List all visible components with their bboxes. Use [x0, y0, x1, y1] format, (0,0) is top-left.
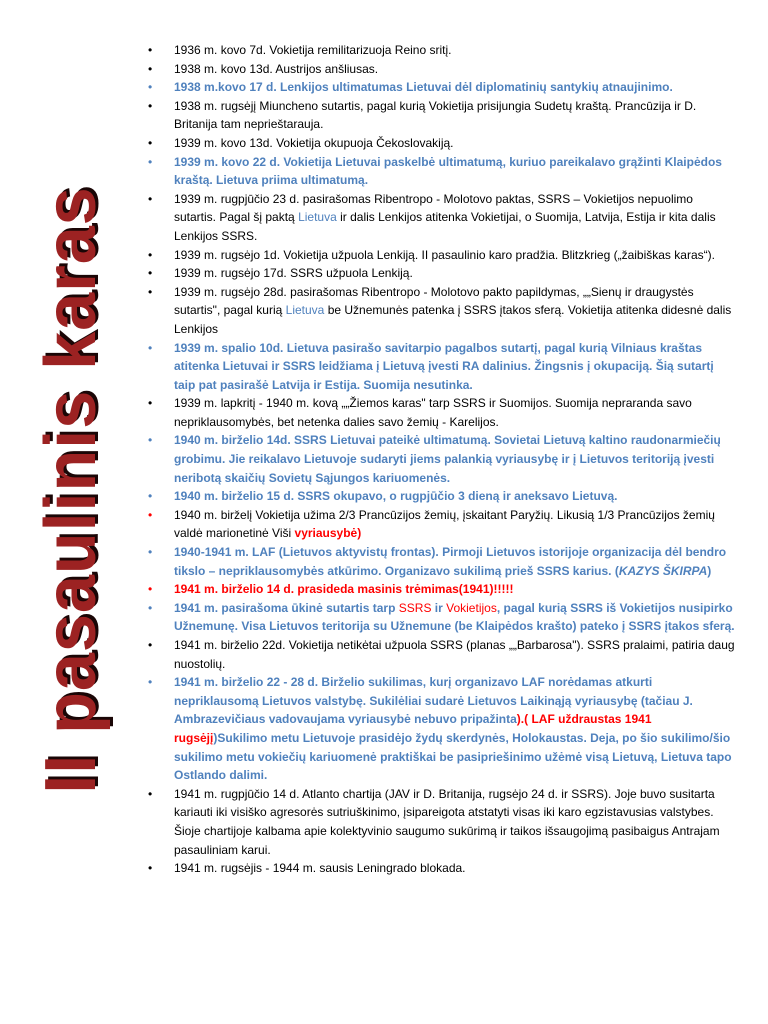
- list-item: [147, 599, 737, 636]
- list-item: [147, 153, 737, 190]
- item-text-part: , pagal kurią SSRS iš Vokietijos nusipirko Užnemunę. Visa Lietuvos teritorija su Užnemune (be Klaipėdos krašto) pateko į SSRS įtakos sferą.: [174, 600, 735, 634]
- bullet-icon: •: [148, 489, 153, 504]
- item-text-part: 1940 m. birželį Vokietija užima 2/3 Prancūzijos žemių, įskaitant Paryžių. Likusią 1/3 Prancūzijos žemių valdė marionetinė Viši: [174, 507, 715, 541]
- red-highlight: SSRS: [398, 600, 432, 615]
- bullet-icon: •: [148, 675, 153, 690]
- list-item: [147, 60, 737, 79]
- list-item: [147, 636, 737, 673]
- item-text-part: be Užnemunės patenka į SSRS įtakos sferą. Vokietija atitenka didesnė dalis Lenkijos: [174, 303, 732, 336]
- list-item: [147, 859, 737, 878]
- bullet-icon: •: [148, 433, 153, 448]
- list-item: [147, 78, 737, 97]
- item-text-part: )Sukilimo metu Lietuvoje prasidėjo žydų skerdynės, Holokaustas. Deja, po šio sukilimo/šio sukilimo metu vokiečių kariuomenė praktiškai be pasipriešinimo užėmė visą Lietuvą, Lietuva tapo Ostlando dalimi.: [174, 730, 732, 783]
- side-title-text: II pasaulinis karas: [31, 186, 111, 794]
- item-text: 1939 m. rugsėjo 1d. Vokietija užpuola Lenkiją. II pasaulinio karo pradžia. Blitzkrieg („žaibiškas karas“).: [174, 247, 715, 262]
- list-item: [147, 97, 737, 134]
- bullet-icon: •: [148, 61, 153, 76]
- item-text-part: 1941 m. birželio 22 - 28 d. Birželio sukilimas, kurį organizavo LAF norėdamas atkurti nepriklausomą Lietuvos valstybę. Sukilėliai sudarė Lietuvos Laikinąją vyriausybę (tačiau J. Ambrazevičiaus vadovaujama vyriausybė nebuvo pripažinta: [174, 675, 693, 727]
- item-text-part: 1939 m. rugpjūčio 23 d. pasirašomas Ribentropo - Molotovo paktas, SSRS – Vokietijos nepuolimo sutartis. Pagal šį paktą: [174, 191, 693, 225]
- item-text: 1939 m. lapkritį - 1940 m. kovą „„Žiemos karas" tarp SSRS ir Suomijos. Suomija nepraranda savo nepriklausomybės, bet netenka dalies savo žemių - Karelijos.: [174, 396, 692, 429]
- list-item: [147, 580, 737, 599]
- item-text: 1941 m. rugpjūčio 14 d. Atlanto chartija (JAV ir D. Britanija, rugsėjo 24 d. ir SSRS). Joje buvo susitarta kariauti iki visiško agresorės sutriuškinimo, įsipareigota atstatyti visas iki karo egzistavusias valstybes. Šioje chartijoje kalbama apie kolektyvinio saugumo sukūrimą ir taikos išsaugojimą pasibaigus Antrajam pasauliniam karui.: [174, 786, 720, 857]
- list-item: [147, 246, 737, 265]
- bullet-icon: •: [148, 600, 153, 615]
- bullet-icon: •: [148, 80, 153, 95]
- bullet-icon: •: [148, 43, 153, 57]
- timeline-list: [147, 41, 737, 878]
- bullet-icon: •: [148, 582, 153, 597]
- bullet-icon: •: [148, 786, 153, 801]
- item-text: 1938 m. rugsėjį Miuncheno sutartis, pagal kurią Vokietija prisijungia Sudetų kraštą. Prancūzija ir D. Britanija tam neprieštarauja.: [174, 98, 697, 132]
- bullet-icon: •: [148, 98, 153, 113]
- bullet-icon: •: [148, 135, 153, 150]
- item-text: 1938 m. kovo 13d. Austrijos anšliusas.: [174, 61, 379, 76]
- bullet-icon: •: [148, 545, 153, 560]
- item-text-part: ir dalis Lenkijos atitenka Vokietijai, o Suomija, Latvija, Estija ir kita dalis Lenkijos SSRS.: [174, 210, 716, 243]
- item-text: 1939 m. rugsėjo 17d. SSRS užpuola Lenkiją.: [174, 266, 413, 281]
- list-item: [147, 543, 737, 580]
- item-text: 1939 m. kovo 13d. Vokietija okupuoja Čekoslovakiją.: [174, 135, 454, 150]
- list-item: [147, 673, 737, 785]
- item-text: 1939 m. kovo 22 d. Vokietija Lietuvai paskelbė ultimatumą, kuriuo pareikalavo grąžinti Klaipėdos kraštą. Lietuva priima ultimatumą.: [174, 154, 722, 188]
- list-item: [147, 506, 737, 543]
- bullet-icon: •: [148, 396, 153, 411]
- list-item: [147, 283, 737, 339]
- list-item: [147, 190, 737, 246]
- list-item: [147, 785, 737, 859]
- item-text-part: ): [707, 563, 712, 578]
- item-text: 1941 m. birželio 22d. Vokietija netikėtai užpuola SSRS (planas „„Barbarosa"). SSRS pralaimi, patiria daug nuostolių.: [174, 638, 735, 671]
- item-text-part: ir: [431, 600, 447, 615]
- list-item: [147, 487, 737, 506]
- item-text: 1936 m. kovo 7d. Vokietija remilitarizuoja Reino sritį.: [174, 43, 452, 57]
- lietuva-highlight: Lietuva: [298, 210, 337, 225]
- item-text-part: 1941 m. pasirašoma ūkinė sutartis tarp: [174, 600, 399, 615]
- item-text-part: 1940-1941 m. LAF (Lietuvos aktyvistų frontas). Pirmoji Lietuvos istorijoje organizacija dėl bendro tikslo – nepriklausomybės atkūrimo. Organizavo sukilimą prieš SSRS karius. (: [174, 545, 727, 578]
- list-item: [147, 134, 737, 153]
- list-item: [147, 41, 737, 60]
- red-highlight: vyriausybė): [294, 526, 362, 541]
- side-title: [31, 186, 111, 794]
- bullet-icon: •: [148, 638, 153, 652]
- bullet-icon: •: [148, 266, 153, 281]
- item-text: 1940 m. birželio 15 d. SSRS okupavo, o rugpjūčio 3 dieną ir aneksavo Lietuvą.: [174, 489, 618, 504]
- red-highlight: ).( LAF uždraustas 1941 rugsėjį: [174, 712, 652, 745]
- list-item: [147, 431, 737, 487]
- bullet-icon: •: [148, 340, 153, 355]
- item-text: 1941 m. birželio 14 d. prasideda masinis trėmimas(1941)!!!!!: [174, 582, 514, 597]
- bullet-icon: •: [148, 191, 153, 206]
- list-item: [147, 339, 737, 395]
- bullet-icon: •: [148, 507, 153, 522]
- bullet-icon: •: [148, 247, 153, 262]
- item-text: 1938 m.kovo 17 d. Lenkijos ultimatumas Lietuvai dėl diplomatinių santykių atnaujinimo.: [174, 80, 673, 95]
- bullet-icon: •: [148, 154, 153, 169]
- bullet-icon: •: [148, 861, 153, 876]
- name-highlight: KAZYS ŠKIRPA: [618, 563, 708, 578]
- lietuva-highlight: Lietuva: [285, 303, 325, 318]
- item-text: 1941 m. rugsėjis - 1944 m. sausis Leningrado blokada.: [174, 861, 466, 876]
- bullet-icon: •: [148, 284, 153, 299]
- list-item: [147, 394, 737, 431]
- item-text-part: 1939 m. rugsėjo 28d. pasirašomas Ribentropo - Molotovo pakto papildymas, „„Sienų ir draugystės sutartis", pagal kurią: [174, 284, 694, 318]
- item-text: 1940 m. birželio 14d. SSRS Lietuvai pateikė ultimatumą. Sovietai Lietuvą kaltino raudonarmiečių grobimu. Jie reikalavo Lietuvoje sudaryti jiems palankią vyriausybę ir į Lietuvos teritoriją įvesti neribotą skaičių Sovietų Sąjungos kariuomenės.: [174, 433, 721, 485]
- red-highlight: Vokietijos: [446, 600, 497, 615]
- list-item: [147, 264, 737, 283]
- item-text: 1939 m. spalio 10d. Lietuva pasirašo savitarpio pagalbos sutartį, pagal kurią Vilniaus kraštas atitenka Lietuvai ir SSRS leidžiama į Lietuvą įvesti RA dalinius. Žingsnis į okupaciją. Šią sutartį taip pat pasirašė Latvija ir Estija. Suomija nesutinka.: [174, 340, 714, 392]
